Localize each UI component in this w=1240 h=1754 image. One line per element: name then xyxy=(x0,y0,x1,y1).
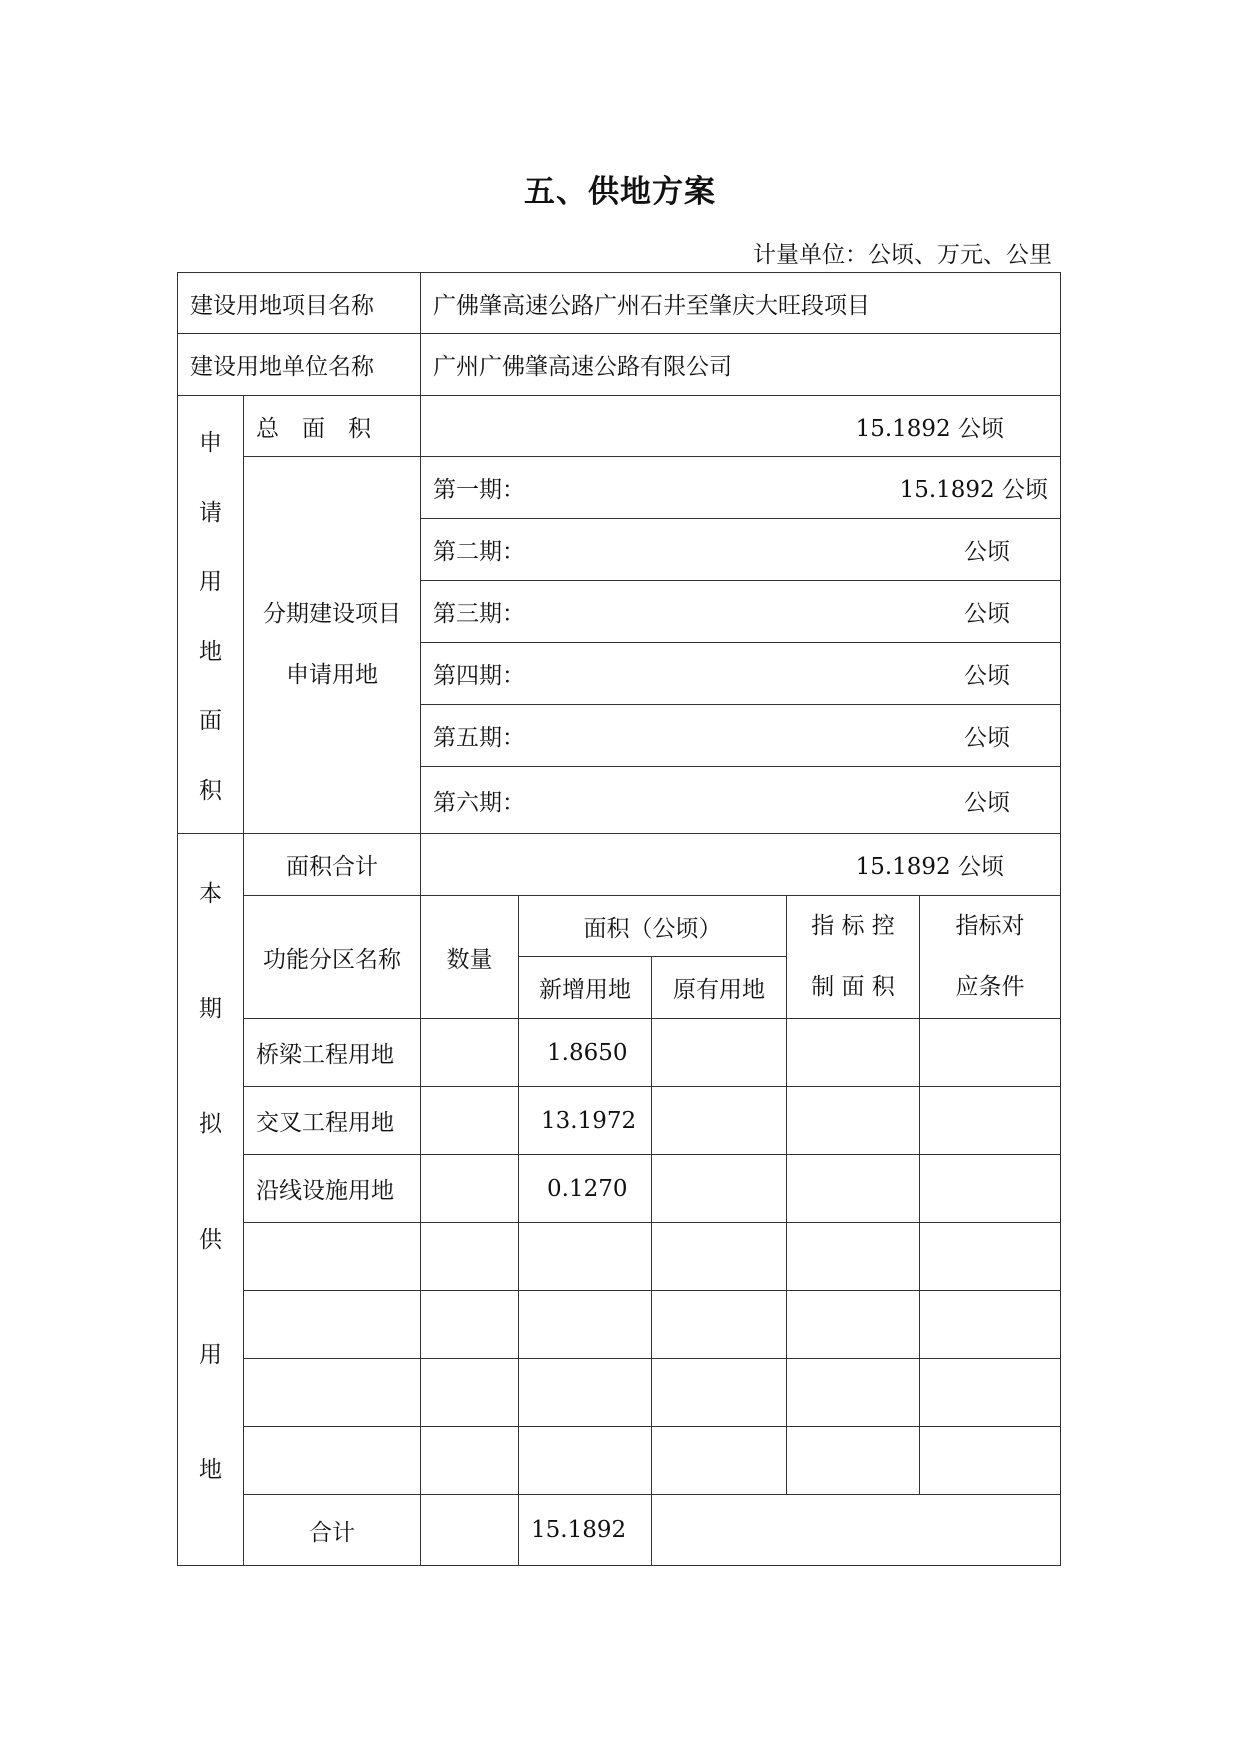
zone-name-cell xyxy=(243,1222,421,1291)
index-area-cell xyxy=(786,1358,920,1427)
phase-label: 第六期： xyxy=(433,789,525,816)
zone-name-cell: 沿线设施用地 xyxy=(243,1154,421,1223)
index-cond-cell xyxy=(919,1222,1061,1291)
supply-total-count xyxy=(420,1494,519,1566)
index-area-cell xyxy=(786,1086,920,1155)
header-new-land: 新增用地 xyxy=(518,956,652,1019)
index-cond-cell xyxy=(919,1290,1061,1359)
unit-name-label: 建设用地单位名称 xyxy=(177,333,421,396)
zone-name-cell xyxy=(243,1290,421,1359)
index-cond-cell xyxy=(919,1426,1061,1495)
phase-value: 公顷 xyxy=(964,663,1010,689)
page-title: 五、供地方案 xyxy=(524,174,716,210)
vertical-char: 用 xyxy=(199,1341,222,1368)
phase-label-line: 分期建设项目 xyxy=(263,601,401,627)
unit-note: 计量单位：公顷、万元、公里 xyxy=(753,242,1052,268)
vertical-char: 期 xyxy=(199,996,222,1023)
phase-label: 第一期： xyxy=(433,477,525,503)
area-total-label: 面积合计 xyxy=(243,833,421,896)
header-count: 数量 xyxy=(420,895,519,1019)
index-area-cell xyxy=(786,1426,920,1495)
phase-value: 公顷 xyxy=(964,539,1010,565)
existing-land-cell xyxy=(651,1290,787,1359)
new-land-cell xyxy=(518,1426,652,1495)
area-total-value: 15.1892 公顷 xyxy=(420,833,1061,896)
count-cell xyxy=(420,1222,519,1291)
existing-land-cell xyxy=(651,1426,787,1495)
existing-land-cell xyxy=(651,1222,787,1291)
index-cond-cell xyxy=(919,1358,1061,1427)
count-cell xyxy=(420,1018,519,1087)
existing-land-cell xyxy=(651,1154,787,1223)
phase-row xyxy=(420,580,1061,643)
phase-row xyxy=(420,642,1061,705)
count-cell xyxy=(420,1358,519,1427)
project-name-value: 广佛肇高速公路广州石井至肇庆大旺段项目 xyxy=(420,272,1061,334)
existing-land-cell xyxy=(651,1018,787,1087)
zone-name-cell xyxy=(243,1426,421,1495)
vertical-char: 供 xyxy=(199,1226,222,1253)
phase-apply-label xyxy=(243,456,421,834)
header-line: 应条件 xyxy=(955,974,1025,1000)
vertical-char: 本 xyxy=(199,881,222,908)
phase-value: 公顷 xyxy=(964,725,1010,751)
phase-label: 第四期： xyxy=(433,663,525,689)
vertical-char: 地 xyxy=(199,1456,222,1483)
new-land-cell xyxy=(518,1290,652,1359)
index-area-cell xyxy=(786,1154,920,1223)
phase-value: 15.1892 公顷 xyxy=(899,477,1048,503)
total-area-value: 15.1892 公顷 xyxy=(420,395,1061,457)
existing-land-cell xyxy=(651,1358,787,1427)
vertical-char: 面 xyxy=(199,708,222,735)
phase-row xyxy=(420,518,1061,581)
header-line: 指标对 xyxy=(955,913,1025,939)
index-cond-cell xyxy=(919,1086,1061,1155)
vertical-char: 积 xyxy=(199,777,222,804)
header-line: 制 面 积 xyxy=(811,974,895,1000)
existing-land-cell xyxy=(651,1086,787,1155)
header-index-condition xyxy=(919,895,1061,1019)
zone-name-cell: 桥梁工程用地 xyxy=(243,1018,421,1087)
project-name-label: 建设用地项目名称 xyxy=(177,272,421,334)
index-area-cell xyxy=(786,1018,920,1087)
unit-name-value: 广州广佛肇高速公路有限公司 xyxy=(420,333,1061,396)
phase-row xyxy=(420,704,1061,767)
index-cond-cell xyxy=(919,1018,1061,1087)
index-cond-cell xyxy=(919,1154,1061,1223)
new-land-cell: 13.1972 xyxy=(518,1086,652,1155)
index-area-cell xyxy=(786,1290,920,1359)
new-land-cell xyxy=(518,1222,652,1291)
count-cell xyxy=(420,1290,519,1359)
header-area: 面积（公顷） xyxy=(518,895,787,957)
phase-row xyxy=(420,456,1061,519)
apply-area-vertical-label xyxy=(177,395,244,834)
index-area-cell xyxy=(786,1222,920,1291)
phase-label: 第三期： xyxy=(433,601,525,627)
new-land-cell: 1.8650 xyxy=(518,1018,652,1087)
new-land-cell: 0.1270 xyxy=(518,1154,652,1223)
phase-label-line: 申请用地 xyxy=(286,662,378,688)
vertical-char: 地 xyxy=(199,638,222,665)
vertical-char: 拟 xyxy=(199,1111,222,1138)
zone-name-cell xyxy=(243,1358,421,1427)
zone-name-cell: 交叉工程用地 xyxy=(243,1086,421,1155)
vertical-char: 用 xyxy=(199,569,222,596)
header-existing-land: 原有用地 xyxy=(651,956,787,1019)
phase-label: 第五期： xyxy=(433,725,525,751)
phase-value: 公顷 xyxy=(964,601,1010,627)
phase-row xyxy=(420,766,1061,834)
count-cell xyxy=(420,1086,519,1155)
header-line: 指 标 控 xyxy=(811,913,895,939)
vertical-char: 请 xyxy=(199,499,222,526)
count-cell xyxy=(420,1154,519,1223)
supply-total-label: 合计 xyxy=(243,1494,421,1566)
phase-label: 第二期： xyxy=(433,539,525,565)
new-land-cell xyxy=(518,1358,652,1427)
phase-value: 公顷 xyxy=(964,789,1010,816)
total-area-label: 总 面 积 xyxy=(243,395,421,457)
header-index-control-area xyxy=(786,895,920,1019)
supply-land-vertical-label xyxy=(177,833,244,1566)
supply-total-rest xyxy=(651,1494,1061,1566)
count-cell xyxy=(420,1426,519,1495)
header-zone-name: 功能分区名称 xyxy=(243,895,421,1019)
vertical-char: 申 xyxy=(199,430,222,457)
supply-total-new-land: 15.1892 xyxy=(518,1494,652,1566)
